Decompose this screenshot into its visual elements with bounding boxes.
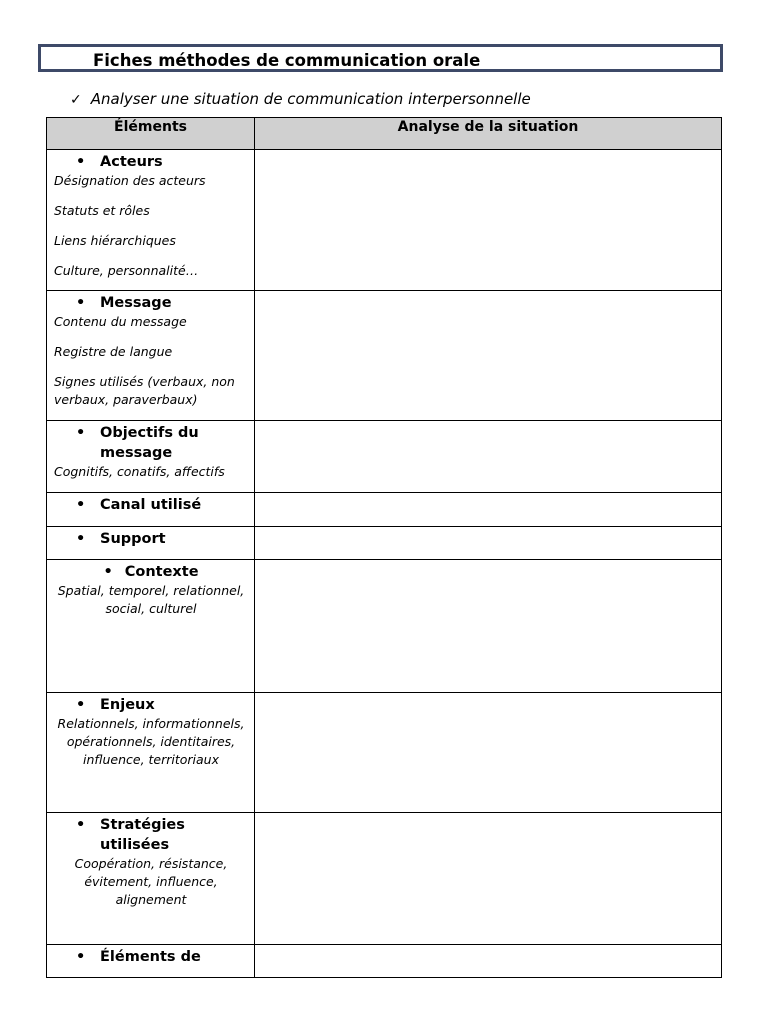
row-detail: Culture, personnalité…	[54, 263, 199, 278]
element-cell	[47, 945, 255, 978]
row-detail: Coopération, résistance, évitement, influence, alignement	[74, 856, 228, 907]
bullet-icon: •	[76, 295, 86, 311]
row-detail: Contenu du message	[54, 314, 187, 329]
table-row	[47, 493, 722, 527]
element-cell	[47, 493, 255, 527]
table-row	[47, 945, 722, 978]
bullet-icon: •	[76, 949, 86, 965]
analysis-table	[46, 117, 722, 978]
bullet-icon: •	[76, 817, 86, 833]
row-detail: Statuts et rôles	[54, 203, 150, 218]
row-detail: Spatial, temporel, relationnel, social, culturel	[57, 583, 245, 616]
element-cell	[47, 813, 255, 945]
element-cell	[47, 150, 255, 291]
analysis-cell[interactable]	[255, 493, 722, 527]
table-row	[47, 421, 722, 493]
analysis-cell[interactable]	[255, 421, 722, 493]
header-analysis: Analyse de la situation	[255, 118, 722, 150]
analysis-cell[interactable]	[255, 291, 722, 421]
row-detail: Relationnels, informationnels, opérationnels, identitaires, influence, territoriaux	[57, 716, 245, 767]
bullet-icon: •	[76, 531, 86, 547]
row-heading: • Contexte	[103, 564, 199, 580]
row-heading: • Enjeux	[76, 697, 155, 713]
analysis-cell[interactable]	[255, 560, 722, 693]
row-heading: • Support	[76, 531, 166, 547]
element-cell	[47, 693, 255, 813]
row-heading: • Stratégies utilisées	[76, 817, 185, 853]
bullet-icon: •	[76, 425, 86, 441]
element-cell	[47, 560, 255, 693]
check-icon: ✓	[70, 92, 82, 108]
table-row	[47, 150, 722, 291]
table-header-row	[47, 118, 722, 150]
bullet-icon: •	[76, 697, 86, 713]
row-heading: • Objectifs du message	[76, 425, 199, 461]
analysis-cell[interactable]	[255, 150, 722, 291]
table-row	[47, 291, 722, 421]
analysis-cell[interactable]	[255, 813, 722, 945]
analysis-cell[interactable]	[255, 693, 722, 813]
row-heading: • Message	[76, 295, 172, 311]
bullet-icon: •	[76, 154, 86, 170]
table-row	[47, 813, 722, 945]
row-detail: Signes utilisés (verbaux, non verbaux, paraverbaux)	[54, 374, 235, 407]
element-cell	[47, 527, 255, 560]
subtitle	[70, 90, 531, 108]
row-heading: • Canal utilisé	[76, 497, 202, 513]
bullet-icon: •	[76, 497, 86, 513]
page-title: Fiches méthodes de communication orale	[93, 51, 481, 70]
subtitle-text: Analyser une situation de communication interpersonnelle	[90, 90, 531, 108]
row-detail: Liens hiérarchiques	[54, 233, 176, 248]
element-cell	[47, 421, 255, 493]
table-row	[47, 560, 722, 693]
analysis-cell[interactable]	[255, 527, 722, 560]
bullet-icon: •	[103, 564, 113, 580]
header-elements: Éléments	[47, 118, 255, 150]
row-heading: • Éléments de	[76, 949, 201, 965]
table-row	[47, 693, 722, 813]
row-heading: • Acteurs	[76, 154, 163, 170]
analysis-cell[interactable]	[255, 945, 722, 978]
table-row	[47, 527, 722, 560]
element-cell	[47, 291, 255, 421]
row-detail: Désignation des acteurs	[54, 173, 206, 188]
title-box	[38, 44, 723, 72]
row-detail: Registre de langue	[54, 344, 173, 359]
row-detail: Cognitifs, conatifs, affectifs	[54, 464, 225, 479]
